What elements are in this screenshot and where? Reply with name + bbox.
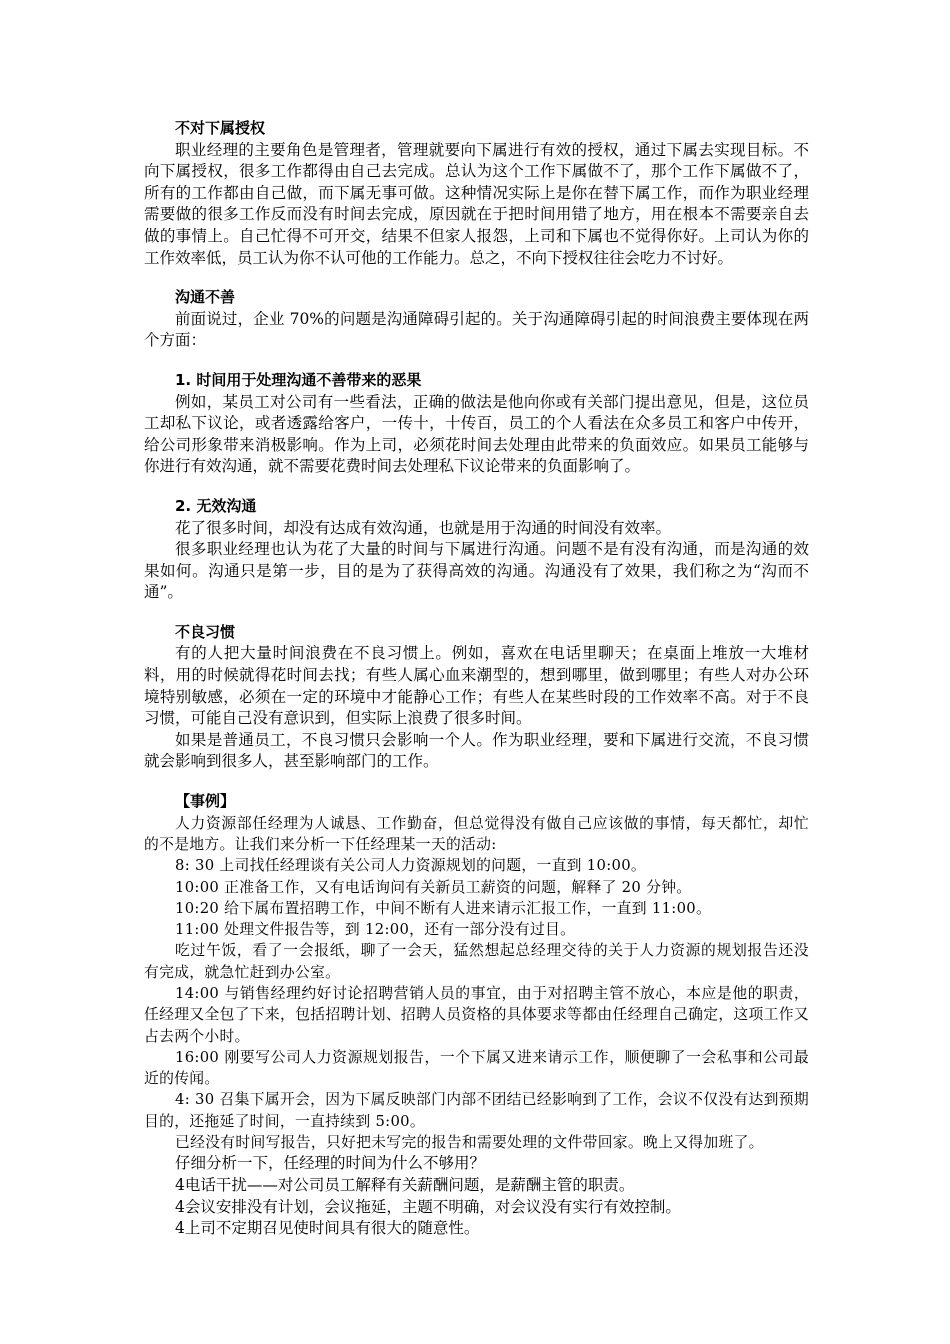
body-paragraph: 如果是普通员工，不良习惯只会影响一个人。作为职业经理，要和下属进行交流，不良习惯就会影响到很多人，甚至影响部门的工作。 — [144, 730, 809, 771]
case-paragraph: 吃过午饭，看了一会报纸，聊了一会天，猛然想起总经理交待的关于人力资源的规划报告还没有完成，就急忙赶到办公室。 — [144, 942, 809, 981]
body-paragraph: 4电话干扰——对公司员工解释有关薪酬问题，是薪酬主管的职责。 — [175, 1175, 635, 1194]
case-paragraph: 10:20 给下属布置招聘工作，中间不断有人进来请示汇报工作，一直到 11:00。 — [175, 899, 712, 917]
section-heading: 沟通不善 — [175, 288, 236, 307]
case-paragraph: 8: 30 上司找任经理谈有关公司人力资源规划的问题，一直到 10:00。 — [175, 857, 647, 875]
body-paragraph: 花了很多时间，却没有达成有效沟通，也就是用于沟通的时间没有效率。 — [175, 518, 672, 537]
section-heading: 2. 无效沟通 — [175, 496, 257, 515]
case-paragraph: 16:00 刚要写公司人力资源规划报告，一个下属又进来请示工作，顺便聊了一会私事和公司最近的传闻。 — [144, 1048, 809, 1088]
document-page — [144, 118, 809, 1240]
body-paragraph: 有的人把大量时间浪费在不良习惯上。例如，喜欢在电话里聊天；在桌面上堆放一大堆材料，用的时候就得花时间去找；有些人属心血来潮型的，想到哪里，做到哪里；有些人对办公环境特别敏感，必须在一定的环境中才能静心工作；有些人在某些时段的工作效率不高。对于不良习惯，可能自己没有意识到，但实际上浪费了很多时间。 — [144, 644, 809, 728]
section-heading: 不对下属授权 — [175, 119, 266, 137]
case-paragraph: 4: 30 召集下属开会，因为下属反映部门内部不团结已经影响到了工作，会议不仅没有达到预期目的，还拖延了时间，一直持续到 5:00。 — [144, 1091, 809, 1130]
case-paragraph: 已经没有时间写报告，只好把未写完的报告和需要处理的文件带回家。晚上又得加班了。 — [175, 1134, 764, 1152]
case-paragraph: 10:00 正准备工作，又有电话询问有关新员工薪资的问题，解释了 20 分钟。 — [175, 878, 692, 896]
section-heading: 不良习惯 — [175, 622, 236, 641]
case-paragraph: 人力资源部任经理为人诚恳、工作勤奋，但总觉得没有做自己应该做的事情，每天都忙，却忙的不是地方。让我们来分析一下任经理某一天的活动: — [144, 814, 809, 853]
case-paragraph: 11:00 处理文件报告等，到 12:00，还有一部分没有过目。 — [175, 921, 576, 939]
body-paragraph: 仔细分析一下，任经理的时间为什么不够用？ — [175, 1154, 486, 1173]
body-paragraph: 前面说过，企业 70%的问题是沟通障碍引起的。关于沟通障碍引起的时间浪费主要体现在两个方面： — [144, 309, 809, 350]
body-paragraph: 职业经理的主要角色是管理者，管理就要向下属进行有效的授权，通过下属去实现目标。不向下属授权，很多工作都得由自己去完成。总认为这个工作下属做不了，那个工作下属做不了，所有的工作都由自己做，而下属无事可做。这种情况实际上是你在替下属工作，而作为职业经理需要做的很多工作反而没有时间去完成，原因就在于把时间用错了地方，用在根本不需要亲自去做的事情上。自己忙得不可开交，结果不但家人报怨，上司和下属也不觉得你好。上司认为你的工作效率低，员工认为你不认可他的工作能力。总之，不向下授权往往会吃力不讨好。 — [144, 140, 809, 267]
body-paragraph: 4上司不定期召见使时间具有很大的随意性。 — [175, 1219, 480, 1238]
body-paragraph: 4会议安排没有计划，会议拖延，主题不明确，对会议没有实行有效控制。 — [175, 1197, 681, 1216]
case-paragraph: 14:00 与销售经理约好讨论招聘营销人员的事宜，由于对招聘主管不放心，本应是他的职责，任经理又全包了下来，包括招聘计划、招聘人员资格的具体要求等都由任经理自己确定，这项工作又占去两个小时。 — [144, 985, 809, 1045]
section-heading: 1. 时间用于处理沟通不善带来的恶果 — [175, 370, 422, 389]
body-paragraph: 很多职业经理也认为花了大量的时间与下属进行沟通。问题不是有没有沟通，而是沟通的效果如何。沟通只是第一步，目的是为了获得高效的沟通。沟通没有了效果，我们称之为“沟而不通”。 — [144, 540, 809, 602]
body-paragraph: 例如，某员工对公司有一些看法，正确的做法是他向你或有关部门提出意见，但是，这位员工却私下议论，或者透露给客户，一传十，十传百，员工的个人看法在众多员工和客户中传开，给公司形象带来消极影响。作为上司，必须花时间去处理由此带来的负面效应。如果员工能够与你进行有效沟通，就不需要花费时间去处理私下议论带来的负面影响了。 — [144, 392, 809, 476]
section-heading: 【事例】 — [175, 792, 236, 811]
